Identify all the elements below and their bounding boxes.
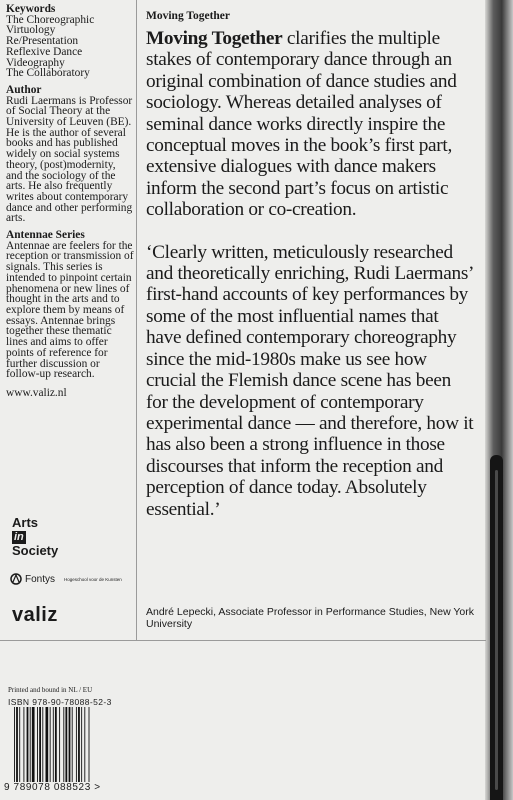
series-heading: Antennae Series bbox=[6, 229, 85, 242]
valiz-logo: valiz bbox=[12, 604, 58, 626]
main-text bbox=[146, 28, 476, 520]
isbn-text: ISBN 978-90-78088-52-3 bbox=[8, 697, 112, 707]
blurb-quote: ‘Clearly written, meticulously researched and theoretically enriching, Rudi Laermans’ first-hand accounts of key performances by some of the most influential names that have defined contemporary choreography since the mid-1980s make us see how crucial the Flemish dance scene has been for the development of contemporary experimental dance — and therefore, how it has also been a strong influence in those discourses that inform the reception and perception of dance today. Absolutely essential.’ bbox=[146, 241, 474, 520]
arts-in-society-logo bbox=[12, 516, 58, 557]
intro-text: clarifies the multiple stakes of contemporary dance through an original combination of dance studies and sociology. Whereas detailed analyses of seminal dance works directly inspire the conceptual moves in the book’s first part, extensive dialogues with dance makers inform the second part’s focus on artistic collaboration or co-creation. bbox=[146, 28, 457, 221]
logo-text: Fontys bbox=[25, 573, 56, 585]
keyword-item: Re/Presentation bbox=[6, 35, 79, 48]
logo-subtext: Hogeschool voor de Kunsten bbox=[64, 576, 122, 582]
series-description: Antennae are feelers for the reception or transmission of signals. This series is intended to pinpoint certain phenomena or new lines of thought in the arts and to explore them by means of essays. Antennae brings together these thematic lines and aims to offer points of reference for further discussion or follow-up research. bbox=[6, 239, 134, 381]
intro-paragraph bbox=[146, 28, 476, 221]
keyword-item: The Choreographic bbox=[6, 13, 95, 26]
keywords-heading: Keywords bbox=[6, 3, 56, 15]
keyword-item: Videography bbox=[6, 56, 65, 69]
quote-attribution: André Lepecki, Associate Professor in Performance Studies, New York University bbox=[146, 606, 475, 630]
keyword-item: Virtuology bbox=[6, 24, 56, 37]
ribbon-bookmark-highlight bbox=[495, 470, 498, 790]
fontys-logo bbox=[10, 573, 122, 585]
fontys-mark-icon bbox=[10, 573, 22, 585]
publisher-url: www.valiz.nl bbox=[6, 386, 67, 399]
keywords-block bbox=[6, 4, 134, 79]
logo-text: Society bbox=[12, 543, 59, 558]
barcode-number: 9 789078 088523 > bbox=[4, 782, 101, 793]
printed-note: Printed and bound in NL / EU bbox=[8, 686, 93, 694]
left-column bbox=[6, 4, 134, 399]
series-block bbox=[6, 230, 134, 380]
author-block bbox=[6, 85, 134, 224]
running-title: Moving Together bbox=[146, 10, 231, 22]
author-bio: Rudi Laermans is Professor of Social Theory at the University of Leuven (BE). He is the author of several books and has published widely on social systems theory, (post)modernity, and the sociology of the arts. He also frequently writes about contemporary dance and other performing arts. bbox=[6, 94, 133, 225]
logo-text: in bbox=[14, 531, 24, 543]
book-title: Moving Together bbox=[146, 28, 283, 49]
author-heading: Author bbox=[6, 83, 42, 96]
barcode-icon bbox=[14, 707, 114, 782]
bottom-divider bbox=[0, 640, 486, 641]
keyword-item: The Collaboratory bbox=[6, 67, 90, 80]
keyword-item: Reflexive Dance bbox=[6, 45, 83, 58]
column-divider bbox=[136, 0, 137, 640]
logo-text: Arts bbox=[12, 515, 39, 530]
